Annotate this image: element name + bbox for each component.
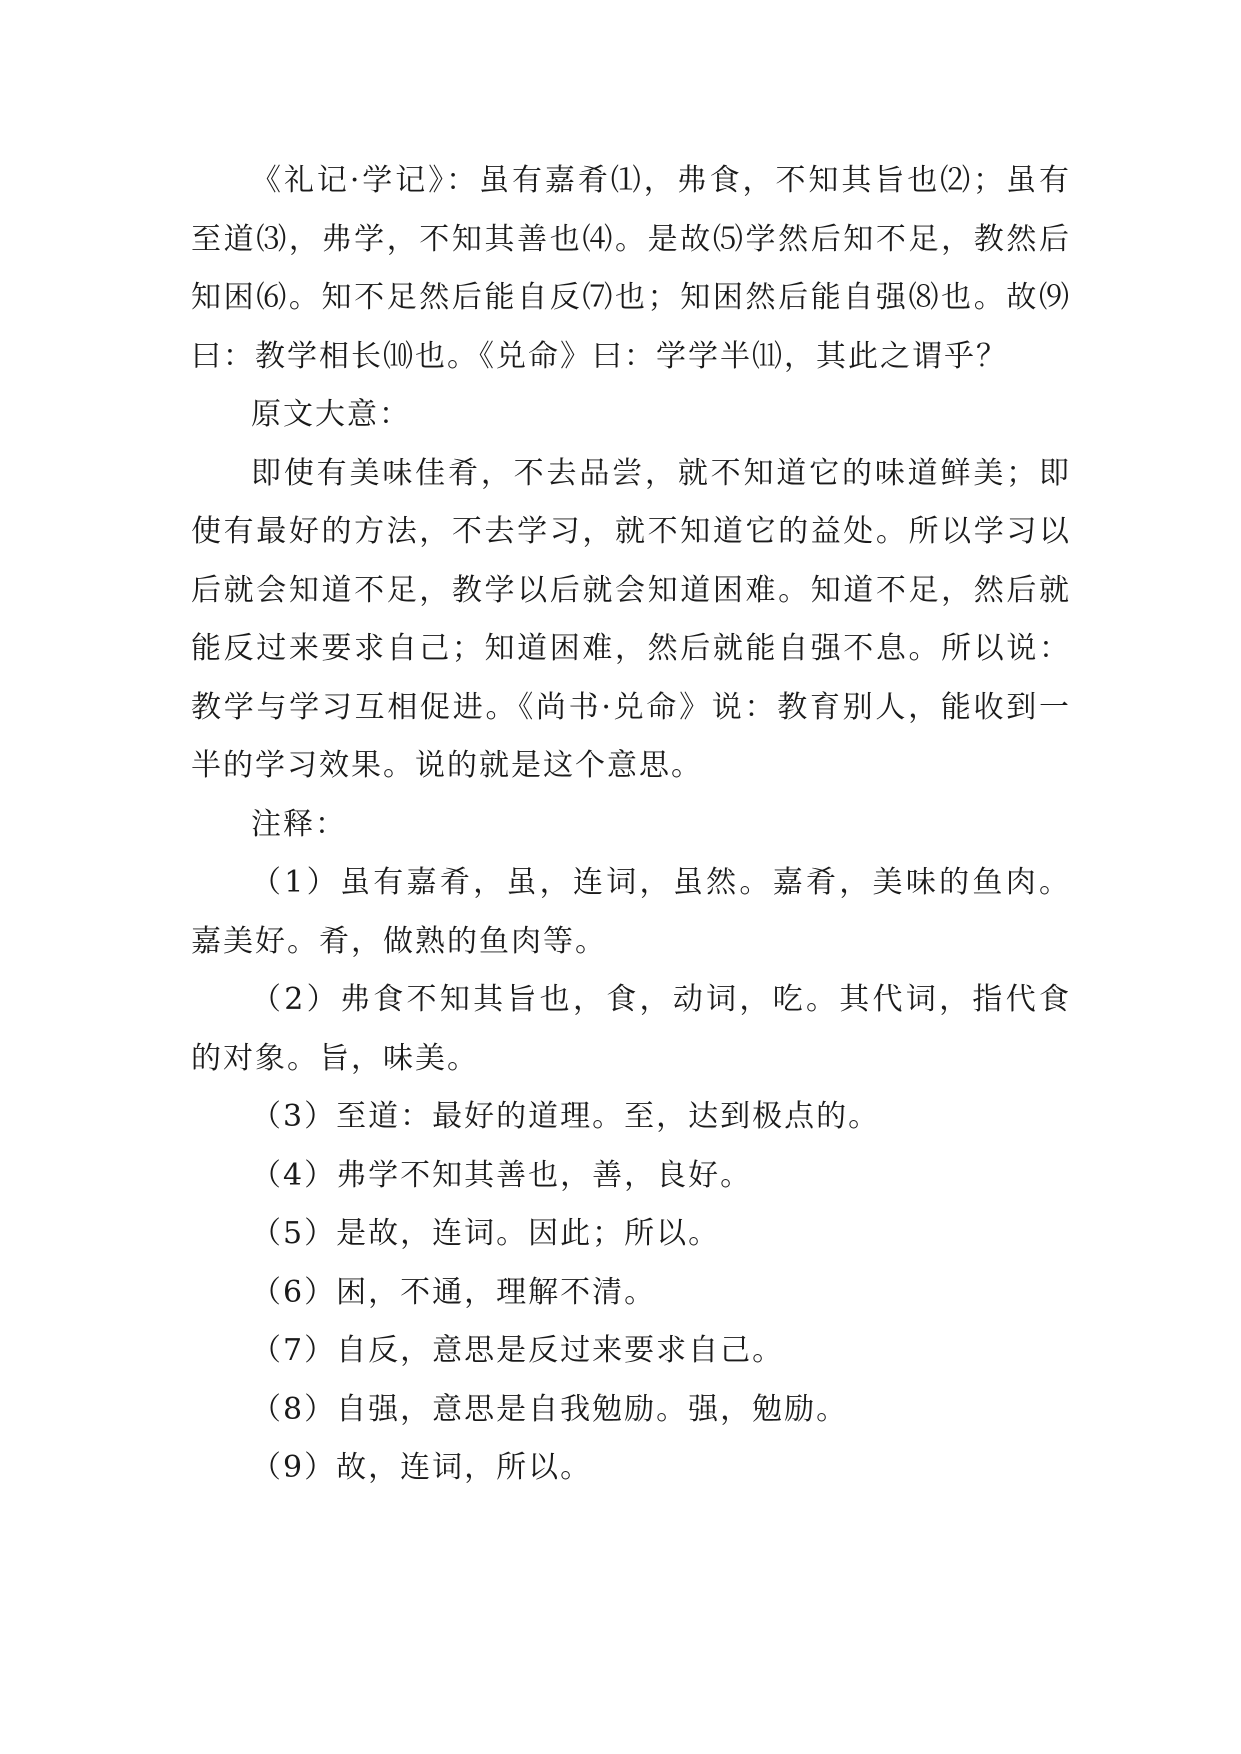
note-item: （7）自反，意思是反过来要求自己。 — [251, 1333, 785, 1368]
note-item: （3）至道：最好的道理。至，达到极点的。 — [251, 1099, 881, 1134]
original-text-paragraph: 《礼记·学记》：虽有嘉肴⑴，弗食，不知其旨也⑵；虽有至道⑶，弗学，不知其善也⑷。是故⑸学然后知不足，教然后知困⑹。知不足然后能自反⑺也；知困然后能自强⑻也。故⑼曰：教学相长⑽也。《兑命》曰：学学半⑾，其此之谓乎？ — [191, 163, 1071, 374]
meaning-heading: 原文大意： — [251, 397, 411, 432]
note-item: （6）困，不通，理解不清。 — [251, 1274, 657, 1310]
note-item: （8）自强，意思是自我勉励。强，勉励。 — [251, 1391, 849, 1427]
note-item: （9）故，连词，所以。 — [251, 1450, 593, 1485]
note-item: （5）是故，连词。因此；所以。 — [251, 1216, 721, 1251]
note-item: （4）弗学不知其善也，善，良好。 — [251, 1157, 753, 1193]
notes-heading: 注释： — [251, 806, 347, 842]
note-item: （2）弗食不知其旨也，食，动词，吃。其代词，指代食的对象。旨，味美。 — [191, 982, 1071, 1076]
meaning-paragraph: 即使有美味佳肴，不去品尝，就不知道它的味道鲜美；即使有最好的方法，不去学习，就不知道它的益处。所以学习以后就会知道不足，教学以后就会知道困难。知道不足，然后就能反过来要求自己；知道困难，然后就能自强不息。所以说：教学与学习互相促进。《尚书·兑命》说：教育别人，能收到一半的学习效果。说的就是这个意思。 — [191, 455, 1071, 783]
note-item: （1）虽有嘉肴，虽，连词，虽然。嘉肴，美味的鱼肉。嘉美好。肴，做熟的鱼肉等。 — [191, 865, 1071, 959]
document-page — [191, 152, 1071, 1498]
